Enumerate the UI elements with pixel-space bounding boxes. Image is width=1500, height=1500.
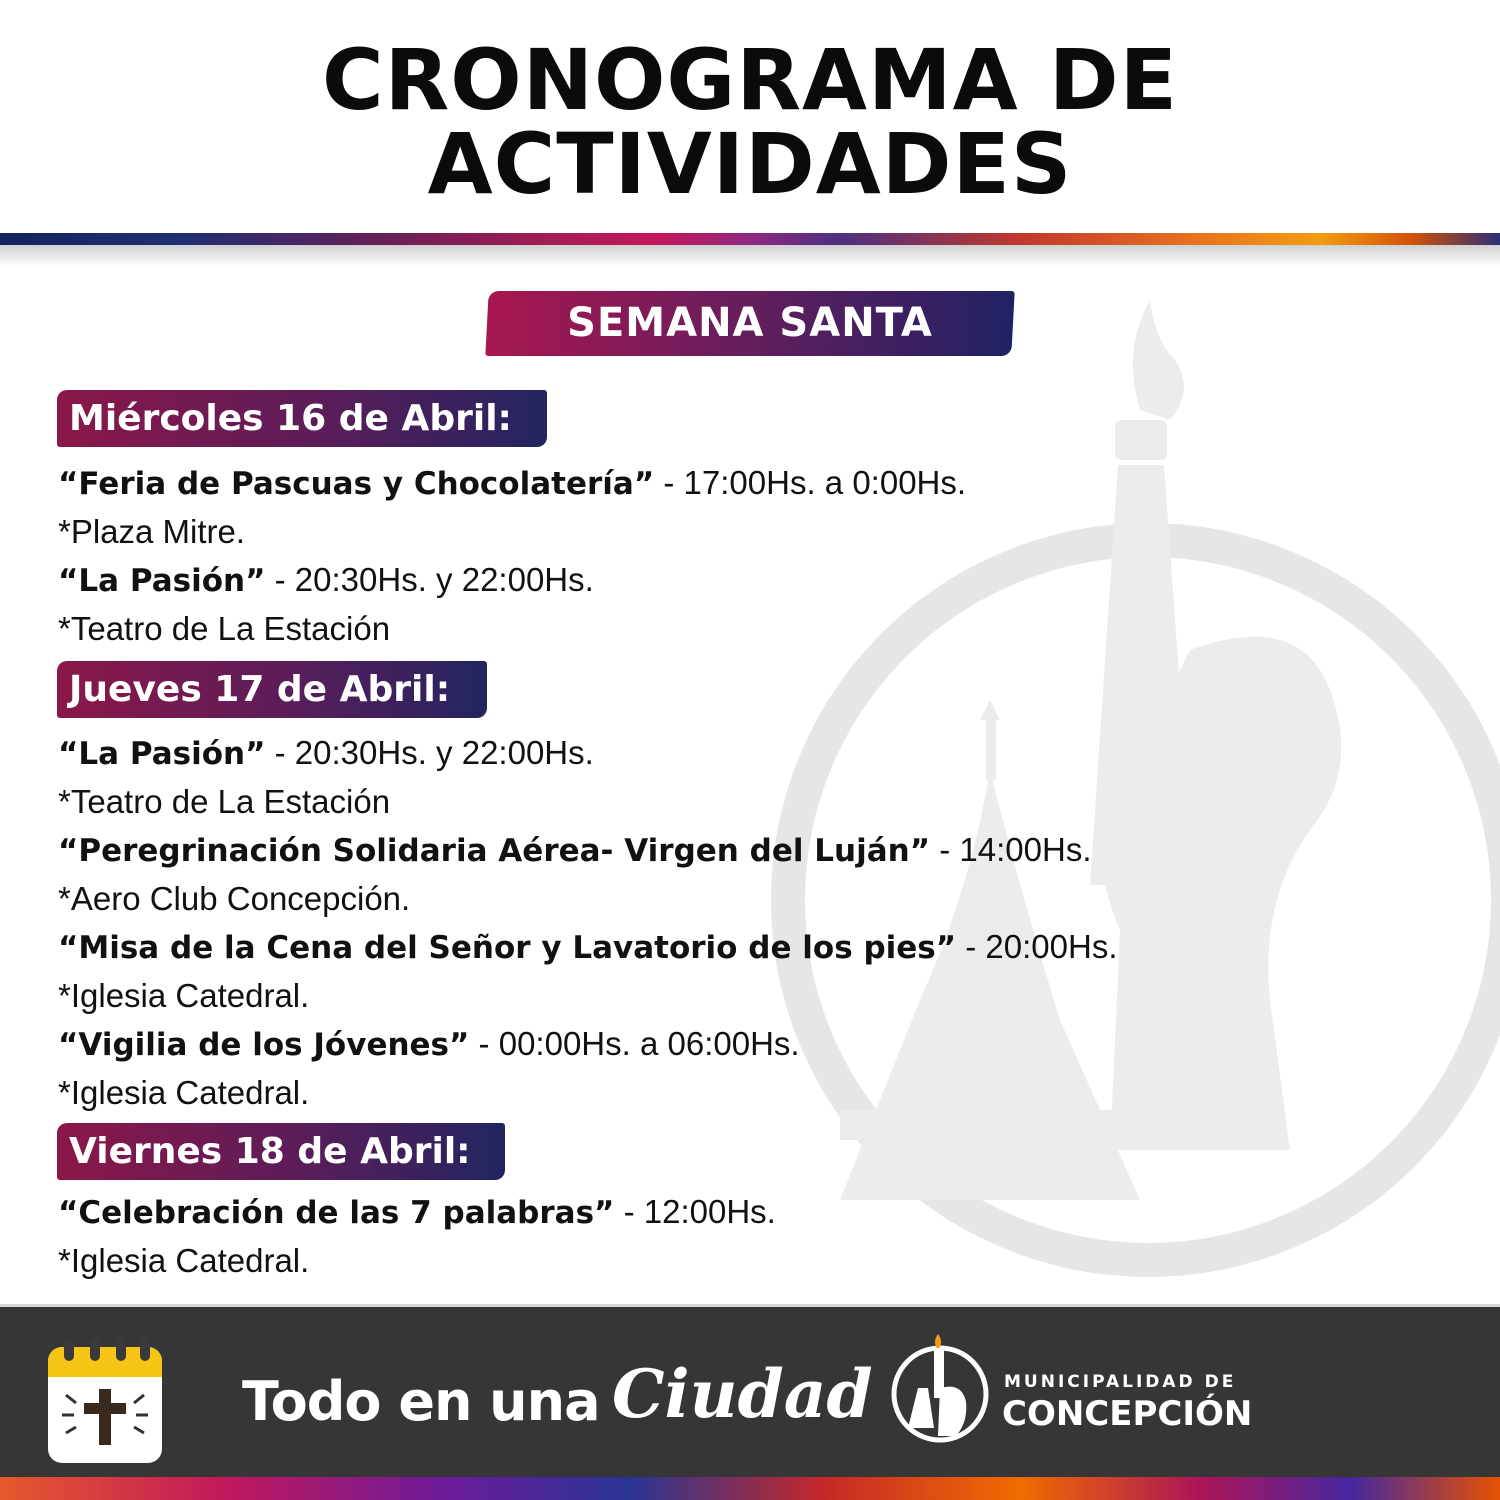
- event-time: - 12:00Hs.: [614, 1193, 776, 1230]
- event-line: [58, 463, 966, 504]
- day-header-jueves: [57, 661, 487, 718]
- event-line: [58, 1192, 776, 1233]
- event-line: [58, 830, 1092, 871]
- event-time: - 14:00Hs.: [930, 831, 1092, 868]
- event-time: - 17:00Hs. a 0:00Hs.: [654, 464, 967, 501]
- event-time: - 20:30Hs. y 22:00Hs.: [265, 561, 594, 598]
- event-line: [58, 1024, 800, 1065]
- event-time: - 20:00Hs.: [956, 928, 1118, 965]
- calendar-cross-icon: [44, 1333, 166, 1468]
- event-name: “Celebración de las 7 palabras”: [58, 1195, 615, 1231]
- day-header-viernes: [57, 1123, 505, 1180]
- municipality-seal-icon: [888, 1328, 992, 1446]
- event-name: “Peregrinación Solidaria Aérea- Virgen del Luján”: [58, 833, 931, 869]
- event-place: *Aero Club Concepción.: [58, 880, 411, 917]
- event-place: *Plaza Mitre.: [58, 513, 246, 550]
- day-header-miercoles: [57, 390, 547, 447]
- title-line-2: ACTIVIDADES: [427, 115, 1073, 213]
- semana-santa-badge: SEMANA SANTA: [567, 300, 933, 346]
- event-time: - 00:00Hs. a 06:00Hs.: [469, 1025, 800, 1062]
- header-color-stripe: [0, 233, 1500, 245]
- event-line: [58, 927, 1118, 968]
- day-label: Viernes 18 de Abril:: [69, 1131, 471, 1172]
- event-name: “Misa de la Cena del Señor y Lavatorio de los pies”: [58, 930, 957, 966]
- event-place: *Iglesia Catedral.: [58, 1242, 310, 1279]
- seal-watermark-icon: [720, 290, 1500, 1300]
- event-place: *Iglesia Catedral.: [58, 1074, 310, 1111]
- event-line: [58, 560, 594, 601]
- event-name: “La Pasión”: [58, 563, 266, 599]
- bottom-color-stripe: [0, 1477, 1500, 1500]
- header-stripe-shadow: [0, 245, 1500, 267]
- page-title: [0, 31, 1500, 213]
- event-name: “La Pasión”: [58, 736, 266, 772]
- event-line: [58, 733, 594, 774]
- municipality-name-bottom: CONCEPCIÓN: [1002, 1394, 1253, 1434]
- event-time: - 20:30Hs. y 22:00Hs.: [265, 734, 594, 771]
- footer-slogan: Todo en una: [242, 1370, 600, 1433]
- event-place: *Teatro de La Estación: [58, 783, 391, 820]
- title-line-1: CRONOGRAMA DE: [321, 31, 1179, 129]
- day-label: Jueves 17 de Abril:: [69, 669, 451, 710]
- event-place: *Iglesia Catedral.: [58, 977, 310, 1014]
- municipality-name-top: MUNICIPALIDAD DE: [1004, 1372, 1237, 1392]
- event-name: “Feria de Pascuas y Chocolatería”: [58, 466, 655, 502]
- event-place: *Teatro de La Estación: [58, 610, 391, 647]
- day-label: Miércoles 16 de Abril:: [69, 398, 512, 439]
- event-name: “Vigilia de los Jóvenes”: [58, 1027, 470, 1063]
- footer-slogan-script: Ciudad: [612, 1355, 873, 1433]
